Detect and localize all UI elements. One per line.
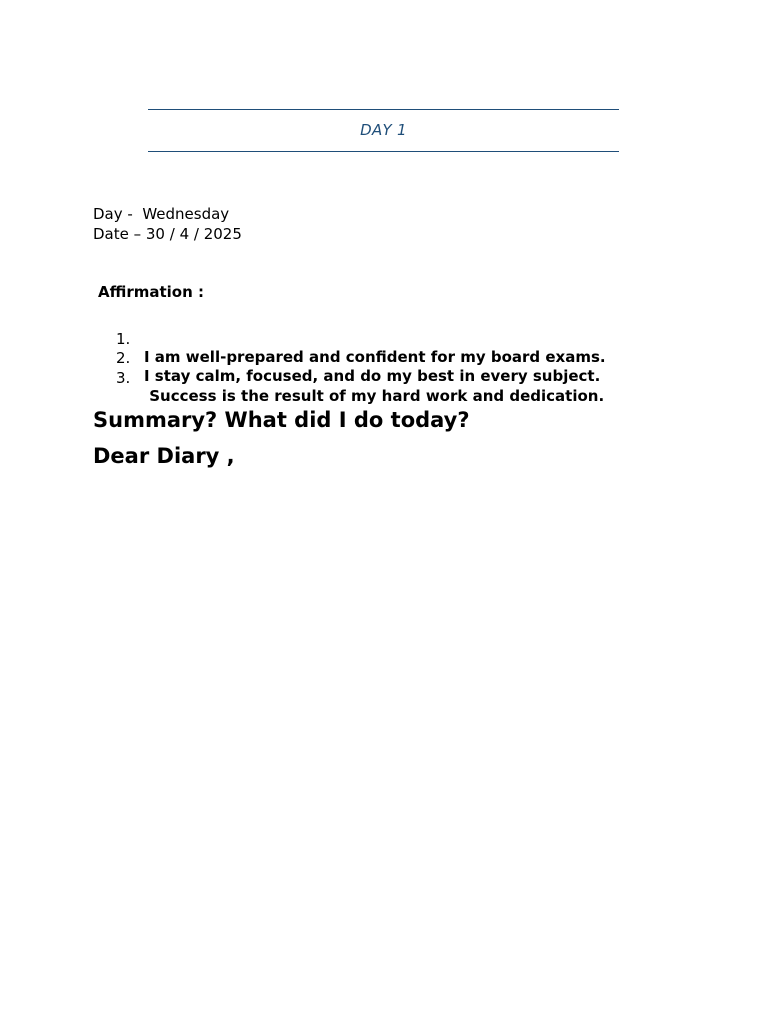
affirmation-label: Affirmation : <box>98 283 205 301</box>
affirmation-item-text: I am well-prepared and confident for my board exams. <box>144 348 606 366</box>
day-heading: DAY 1 <box>360 121 407 139</box>
affirmation-item <box>0 312 768 366</box>
affirmation-item-text: I stay calm, focused, and do my best in every subject. <box>144 367 601 385</box>
day-line: Day - Wednesday <box>93 205 230 223</box>
heading-top-rule <box>148 109 619 110</box>
heading-bottom-rule <box>148 151 619 152</box>
summary-heading: Summary? What did I do today? <box>93 408 470 432</box>
affirmation-item-number: 1. <box>116 330 131 348</box>
affirmation-item-number: 2. <box>116 349 131 367</box>
date-line: Date – 30 / 4 / 2025 <box>93 225 242 243</box>
affirmation-item-text: Success is the result of my hard work and dedication. <box>144 387 605 405</box>
affirmation-item-number: 3. <box>116 369 131 387</box>
diary-greeting: Dear Diary , <box>93 444 235 468</box>
